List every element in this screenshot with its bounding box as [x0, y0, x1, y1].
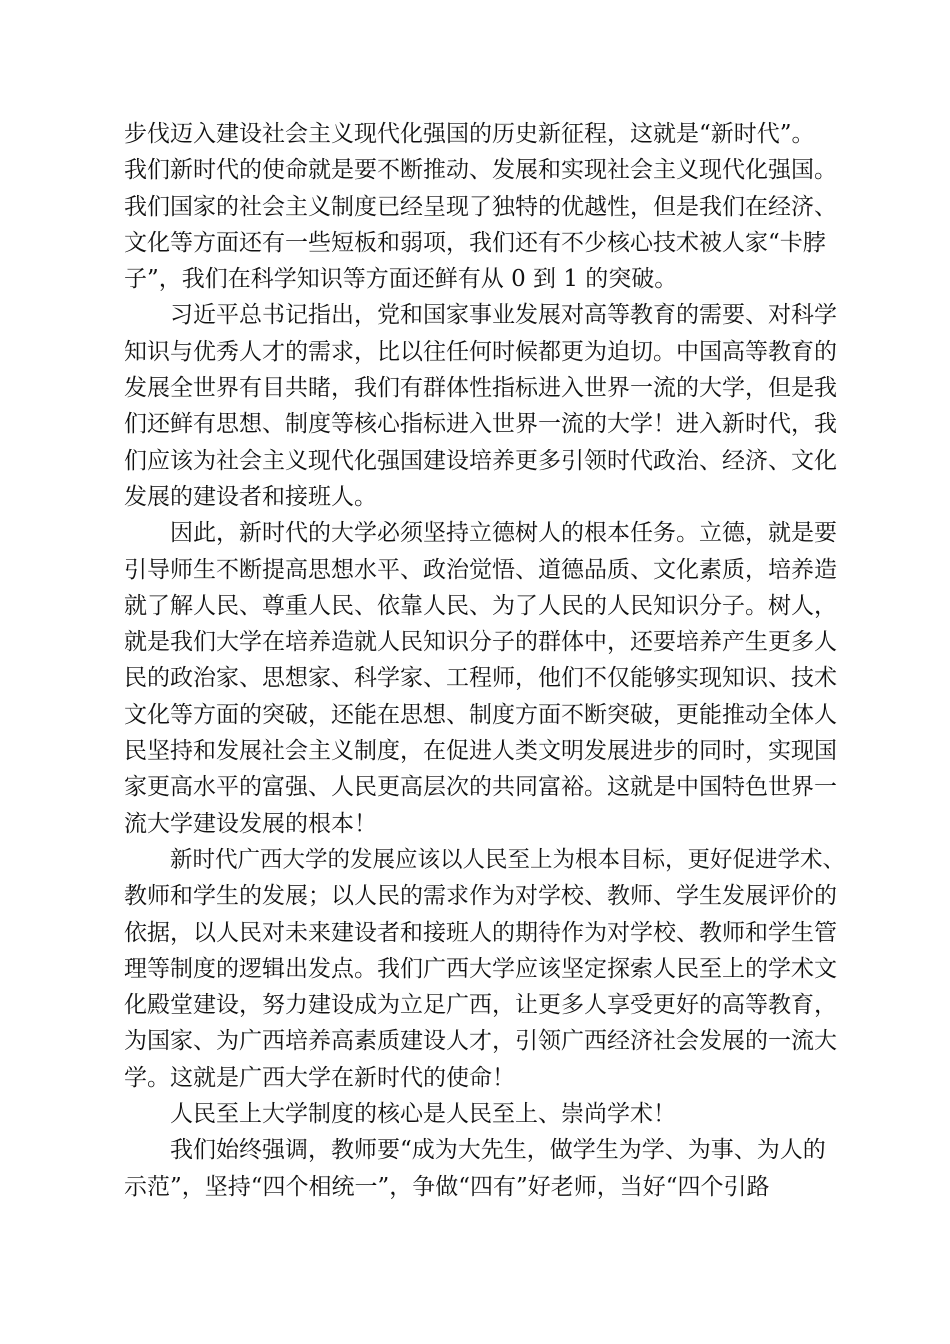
text-line: 我们始终强调，教师要“成为大先生，做学生为学、为事、为人的 [170, 1137, 826, 1164]
text-line: 依据，以人民对未来建设者和接班人的期待作为对学校、教师和学生管 [124, 919, 837, 946]
text-line: 新时代广西大学的发展应该以人民至上为根本目标，更好促进学术、 [170, 846, 846, 873]
text-line: 理等制度的逻辑出发点。我们广西大学应该坚定探索人民至上的学术文 [124, 955, 837, 982]
text-line: 家更高水平的富强、人民更高层次的共同富裕。这就是中国特色世界一 [124, 774, 837, 801]
text-line: 民坚持和发展社会主义制度，在促进人类文明发展进步的同时，实现国 [124, 738, 837, 765]
text-line: 就是我们大学在培养造就人民知识分子的群体中，还要培养产生更多人 [124, 629, 837, 656]
text-line: 知识与优秀人才的需求，比以往任何时候都更为迫切。中国高等教育的 [124, 338, 837, 365]
text-line: 就了解人民、尊重人民、依靠人民、为了人民的人民知识分子。树人， [124, 592, 837, 619]
text-line: 民的政治家、思想家、科学家、工程师，他们不仅能够实现知识、技术 [124, 665, 837, 692]
text-line: 教师和学生的发展；以人民的需求作为对学校、教师、学生发展评价的 [124, 883, 837, 910]
document-body [124, 116, 854, 1205]
text-line: 发展的建设者和接班人。 [124, 483, 377, 510]
text-line: 子”，我们在科学知识等方面还鲜有从 0 到 1 的突破。 [124, 266, 678, 293]
text-line: 发展全世界有目共睹，我们有群体性指标进入世界一流的大学，但是我 [124, 375, 837, 402]
text-line: 我们新时代的使命就是要不断推动、发展和实现社会主义现代化强国。 [124, 157, 837, 184]
text-line: 示范”，坚持“四个相统一”，争做“四有”好老师，当好“四个引路 [124, 1173, 770, 1200]
text-line: 文化等方面还有一些短板和弱项，我们还有不少核心技术被人家“卡脖 [124, 229, 826, 256]
text-line: 学。这就是广西大学在新时代的使命！ [124, 1064, 515, 1091]
text-line: 引导师生不断提高思想水平、政治觉悟、道德品质、文化素质，培养造 [124, 556, 837, 583]
text-line: 流大学建设发展的根本！ [124, 810, 377, 837]
text-line: 们还鲜有思想、制度等核心指标进入世界一流的大学！进入新时代，我 [124, 411, 837, 438]
text-line: 为国家、为广西培养高素质建设人才，引领广西经济社会发展的一流大 [124, 1028, 837, 1055]
text-line: 习近平总书记指出，党和国家事业发展对高等教育的需要、对科学 [170, 302, 837, 329]
text-line: 化殿堂建设，努力建设成为立足广西，让更多人享受更好的高等教育， [124, 992, 837, 1019]
text-line: 因此，新时代的大学必须坚持立德树人的根本任务。立德，就是要 [170, 520, 837, 547]
text-line: 我们国家的社会主义制度已经呈现了独特的优越性，但是我们在经济、 [124, 193, 837, 220]
text-line: 们应该为社会主义现代化强国建设培养更多引领时代政治、经济、文化 [124, 447, 837, 474]
text-line: 人民至上大学制度的核心是人民至上、崇尚学术！ [170, 1101, 676, 1128]
text-line: 步伐迈入建设社会主义现代化强国的历史新征程，这就是“新时代”。 [124, 121, 815, 147]
text-line: 文化等方面的突破，还能在思想、制度方面不断突破，更能推动全体人 [124, 701, 837, 728]
